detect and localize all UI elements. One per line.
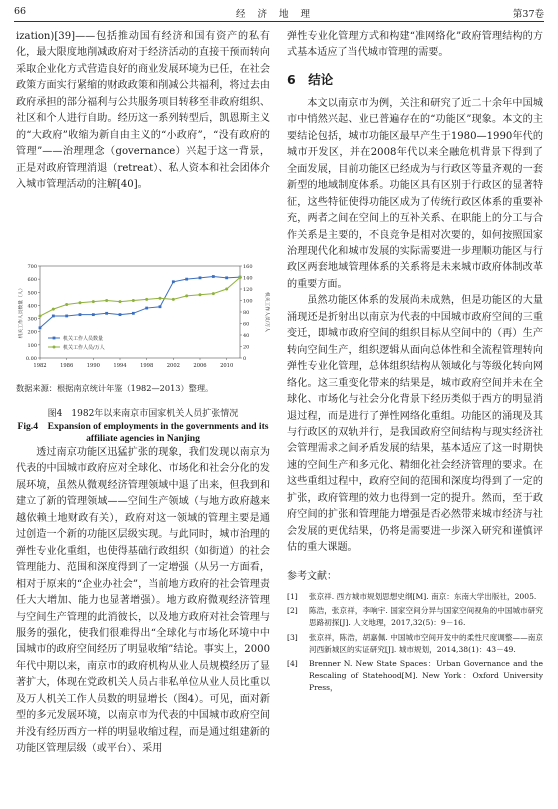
series-1-point xyxy=(119,313,122,316)
series-2-point xyxy=(92,300,95,303)
series-2-point xyxy=(105,299,108,302)
section-title: 6 结论 xyxy=(287,71,334,87)
body-paragraph: 弹性专业化管理方式和构建“准网络化”政府管理结构的方式基本适应了当代城市管理的需要。 xyxy=(287,31,543,59)
series-2-point xyxy=(79,301,82,304)
series-2-point xyxy=(199,293,202,296)
y-right-tick-label: 20 xyxy=(243,344,250,351)
y-right-tick-label: 80 xyxy=(243,310,250,316)
reference-list xyxy=(287,591,543,695)
reference-item xyxy=(287,658,543,695)
series-2-point xyxy=(39,315,42,318)
references-heading: 参考文献： xyxy=(287,570,337,582)
reference-number: [2] xyxy=(287,606,298,616)
right-column xyxy=(287,29,543,697)
reference-text: 陈浩，张京祥，李响宇. 国家空间分异与国家空间视角的中国城市研究思路初探[J]. 人文地理，2017,32(5)：9－16. xyxy=(309,606,543,628)
figure-caption xyxy=(16,406,270,445)
x-tick-label: 1990 xyxy=(86,363,100,369)
y-right-tick-label: 0 xyxy=(243,356,247,362)
y-right-axis-label: 机关工作人员/万人 xyxy=(264,292,269,332)
journal-name: 经济地理 xyxy=(235,9,322,20)
volume-label: 第37卷 xyxy=(512,9,544,20)
series-line-1 xyxy=(40,277,240,328)
y-right-tick-label: 140 xyxy=(243,275,253,282)
y-left-tick-label: 200 xyxy=(27,329,37,336)
series-1-point xyxy=(65,315,68,318)
series-2-point xyxy=(239,276,242,279)
series-1-point xyxy=(39,326,42,329)
series-2-point xyxy=(145,298,148,301)
x-tick-label: 1986 xyxy=(60,363,74,369)
reference-item xyxy=(287,632,543,656)
legend-label: 机关工作人员数量 xyxy=(63,336,104,342)
series-2-point xyxy=(132,299,135,302)
series-2-point xyxy=(65,303,68,306)
series-2-point xyxy=(52,308,55,311)
y-right-tick-label: 120 xyxy=(243,287,253,293)
x-tick-label: 1998 xyxy=(140,363,154,369)
x-tick-label: 2010 xyxy=(220,363,234,369)
series-1-point xyxy=(199,276,202,279)
y-right-tick-label: 60 xyxy=(243,321,250,328)
reference-item xyxy=(287,591,543,603)
reference-number: [4] xyxy=(287,659,298,669)
series-1-point xyxy=(79,313,82,316)
body-paragraph: 透过南京功能区迅猛扩张的现象，我们发现以南京为代表的中国城市政府应对全球化、市场化和社会分化的发展环境，虽然从微观经济管理领域中退了出来，但我到和建立了新的管理领域——空间生产领域（与地方政府越来越依赖土地财政有关），政府对这一领域的管理主要是通过创造一个新的功能区层级实现。与此同时，城市治理的弹性专业化重组，也使得基础行政组织（如街道）的社会管理能力、范围和深度得到了一定增强（从另一方面看，相对于原来的“企业办社会”，当前地方政府的社会管理责任大大增加、能力也显著增强）。地方政府微观经济管理与空间生产管理的此消彼长，以及地方政府对社会管理与服务的强化，使我们很难得出“全球化与市场化环境中中国城市的政府空间经历了明显收缩”结论。事实上，2000年代中期以来，南京市的政府机构从业人员规模经历了显著扩大，体现在党政机关人员占非私单位从业人员比重以及万人机关工作人员数的明显增长（图4）。可见，面对新型的多元发展环境，以南京市为代表的中国城市政府空间并没有经历西方一样的明显收缩过程，而是通过组建新的功能区管理层级（或平台）、采用 xyxy=(16,447,270,755)
y-left-tick-label: 0.00 xyxy=(25,356,37,362)
legend-label: 机关工作人员/万人 xyxy=(63,345,105,351)
y-right-tick-label: 160 xyxy=(243,264,253,270)
series-1-point xyxy=(212,275,215,278)
series-2-point xyxy=(172,298,175,301)
body-paragraph: ization)[39]——包括推动国有经济和国有资产的私有化，最大限度地削减政府对于经济活动的直接干预而转向采取企业化方式营造良好的商业发展环境为已任，在社会政策方面实行紧缩的财政政策和削减公共福利，将过去由政府承担的部分福利与公共服务项目转移至非政府组织、社区和个人进行自助。经历这一系列转型后，凯恩斯主义的“大政府”收缩为新自由主义的“小政府”，“没有政府的管理”——治理理念（governance）兴起于这一背景，正是对政府管理消退（retreat）、私人资本和社会团体介入城市管理活动的注解[40]。 xyxy=(16,31,270,191)
y-left-tick-label: 700 xyxy=(27,264,37,270)
reference-number: [3] xyxy=(287,632,298,642)
reference-text: 张京祥，陈浩，胡嘉佩. 中国城市空间开发中的柔性尺度调整——南京河西新城区的实证研究[J]. 城市规划，2014,38(1)：43－49. xyxy=(309,632,543,654)
legend-marker xyxy=(53,337,56,340)
series-1-point xyxy=(52,315,55,318)
y-left-tick-label: 300 xyxy=(27,316,37,323)
y-right-tick-label: 40 xyxy=(243,333,250,339)
x-tick-label: 1994 xyxy=(113,363,127,369)
series-2-point xyxy=(225,288,228,291)
figure-source-note: 数据来源：根据南京统计年鉴（1982—2013）整理。 xyxy=(16,383,214,393)
reference-text: 张京祥. 西方城市规划思想史纲[M]. 南京：东南大学出版社，2005. xyxy=(309,592,537,602)
header-rule xyxy=(14,21,544,22)
reference-text: Brenner N. New State Spaces：Urban Governance and the Rescaling of Statehood[M]. New York：Oxford University Press， xyxy=(309,659,543,693)
y-left-tick-label: 600 xyxy=(27,277,37,284)
series-2-point xyxy=(119,300,122,303)
series-1-point xyxy=(159,305,162,308)
employment-chart xyxy=(14,258,272,378)
conclusion-paragraph: 虽然功能区体系的发展尚未成熟，但是功能区的大量涌现还是折射出以南京为代表的中国城市政府空间的三重变迁，即城市政府空间的组织目标从空间中的（再）生产转向空间生产，组织逻辑从面向总体性和全流程管理转向弹性专业化管理，总体组织结构从领域化与等级化转向网络化。这三重变化带来的结果是，城市政府空间并未在全球化、市场化与社会分化背景下经历类似于西方的明显消退过程，而是进行了弹性网络化重组。功能区的涌现及其与行政区的双轨并行，是我国政府空间结构与现实经济社会管理需求之间矛盾发展的结果，基本适应了这一时期快速的空间生产和多元化、精细化社会经济管理的要求。在这些重组过程中，政府空间的范围和深度均得到了一定的扩张，政府管理的效力也得到一定的提升。然而，至于政府空间的扩张和管理能力增强是否必然带来城市经济与社会发展的更优结果，仍将是需要进一步深入研究和谨慎评估的重大课题。 xyxy=(287,295,543,554)
series-2-point xyxy=(212,292,215,295)
left-column-top xyxy=(16,29,270,194)
reference-item xyxy=(287,605,543,629)
page-number: 66 xyxy=(14,6,27,17)
series-2-point xyxy=(159,297,162,300)
left-column-bottom xyxy=(16,445,270,758)
y-left-tick-label: 100 xyxy=(27,342,37,349)
y-left-axis-label: 机关工作人员数量（人） xyxy=(19,285,24,339)
figure-caption-cn: 图4 1982年以来南京市国家机关人员扩张情况 xyxy=(47,409,239,419)
y-right-tick-label: 100 xyxy=(243,298,253,305)
legend-marker xyxy=(53,346,56,349)
x-tick-label: 2006 xyxy=(193,363,207,369)
series-1-point xyxy=(185,278,188,281)
reference-number: [1] xyxy=(287,592,298,602)
running-header xyxy=(14,6,544,20)
x-tick-label: 2002 xyxy=(166,363,180,369)
series-1-point xyxy=(105,312,108,315)
series-1-point xyxy=(145,307,148,310)
series-1-point xyxy=(92,313,95,316)
conclusion-paragraph: 本文以南京市为例，关注和研究了近二十余年中国城市中悄然兴起、业已普遍存在的“功能区”现象。本文的主要结论包括，城市功能区最早产生于1980—1990年代的城市开发区，并在2008年代以来全融危机背景下得到了全面发展，目前功能区已经成为与行政区等量齐观的一套新型的地域制度体系。功能区具有区别于行政区的显著特征，这些特征使得功能区成为了传统行政区体系的重要补充，两者之间在空间上的互补关系、在职能上的分工与合作关系是主要的，不良竞争是相对次要的，如何按照国家治理现代化和城市发展的实际需要进一步理顺功能区与行政区两套地域管理体系的关系将是未来城市政府体制改革的重要方面。 xyxy=(287,97,543,290)
series-1-point xyxy=(132,312,135,315)
x-tick-label: 1982 xyxy=(33,363,47,369)
series-1-point xyxy=(172,280,175,283)
series-1-point xyxy=(225,276,228,279)
y-left-tick-label: 500 xyxy=(27,290,37,297)
y-left-tick-label: 400 xyxy=(27,303,37,310)
figure-caption-en: Fig.4 Expansion of employments in the governments and its affiliate agencies in Nanjing xyxy=(17,421,269,444)
series-2-point xyxy=(185,294,188,297)
